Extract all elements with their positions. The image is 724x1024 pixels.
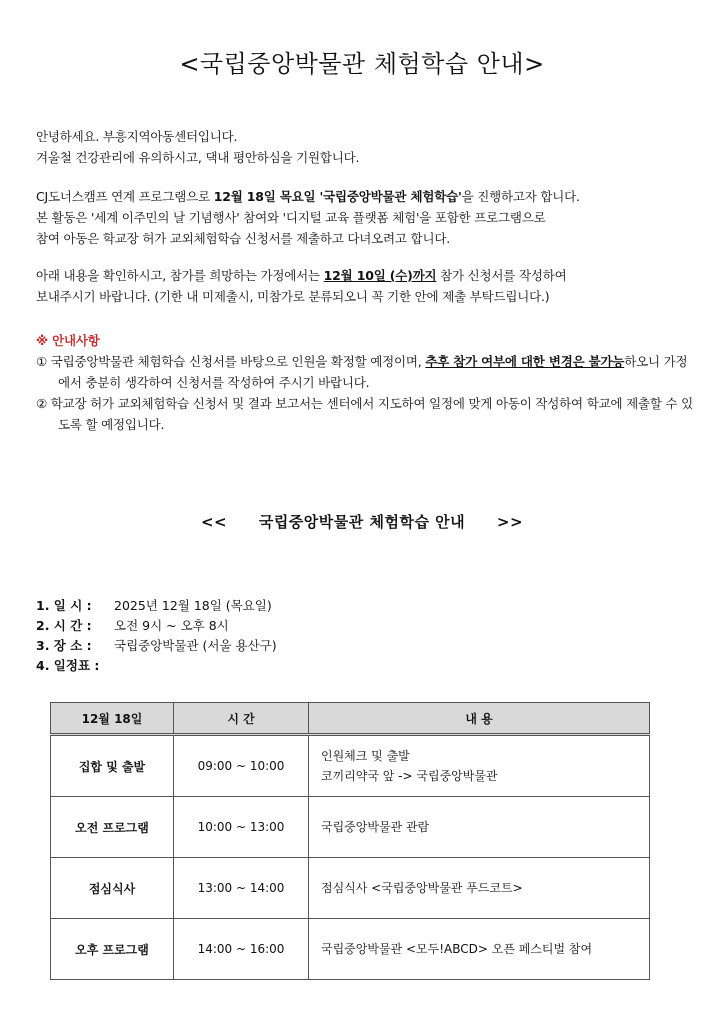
row-name: 점심식사 <box>51 858 174 919</box>
table-row <box>51 919 650 980</box>
table-row <box>51 797 650 858</box>
info-label: 1. 일 시 : <box>36 598 92 613</box>
program-line-2: 본 활동은 '세계 이주민의 날 기념행사' 참여와 '디지털 교육 플랫폼 체험'을 포함한 프로그램으로 <box>36 210 546 225</box>
deadline-text-b: 참가 신청서를 작성하여 <box>436 268 567 283</box>
header-date: 12월 18일 <box>51 703 174 735</box>
info-item-place <box>36 636 277 656</box>
program-text-b: 을 진행하고자 합니다. <box>461 189 580 204</box>
info-list <box>36 596 277 676</box>
intro-paragraph <box>36 126 696 168</box>
notice-item-1-a: ① 국립중앙박물관 체험학습 신청서를 바탕으로 인원을 확정할 예정이며, <box>36 354 426 369</box>
info-value: 오전 9시 ~ 오후 8시 <box>114 618 229 633</box>
info-label: 3. 장 소 : <box>36 638 92 653</box>
page-title: <국립중앙박물관 체험학습 안내> <box>179 50 545 78</box>
intro-line-1: 안녕하세요. 부흥지역아동센터입니다. <box>36 129 238 144</box>
row-name: 집합 및 출발 <box>51 735 174 797</box>
program-text-a: CJ도너스캠프 연계 프로그램으로 <box>36 189 214 204</box>
table-header-row <box>51 703 650 735</box>
info-label: 4. 일정표 : <box>36 658 100 673</box>
notice-section <box>36 330 696 435</box>
row-time: 13:00 ~ 14:00 <box>174 858 309 919</box>
schedule-title-text: 국립중앙박물관 체험학습 안내 <box>258 513 466 531</box>
table-row <box>51 858 650 919</box>
row-content-line-2: 코끼리약국 앞 -> 국립중앙박물관 <box>321 769 498 783</box>
row-time: 14:00 ~ 16:00 <box>174 919 309 980</box>
row-content: 국립중앙박물관 관람 <box>309 797 650 858</box>
info-item-schedule <box>36 656 277 676</box>
row-time: 09:00 ~ 10:00 <box>174 735 309 797</box>
program-line-1 <box>36 186 696 207</box>
row-name: 오후 프로그램 <box>51 919 174 980</box>
header-time: 시 간 <box>174 703 309 735</box>
notice-item-1-b: 하오니 가정에서 충분히 생각하여 신청서를 작성하여 주시기 바랍니다. <box>58 354 688 390</box>
intro-line-2: 겨울철 건강관리에 유의하시고, 댁내 평안하심을 기원합니다. <box>36 150 360 165</box>
schedule-title <box>0 511 724 532</box>
notice-item-1 <box>36 351 696 393</box>
info-value: 국립중앙박물관 (서울 용산구) <box>114 638 277 653</box>
row-time: 10:00 ~ 13:00 <box>174 797 309 858</box>
info-item-date <box>36 596 277 616</box>
schedule-title-left: << <box>200 513 228 531</box>
notice-item-1-bold: 추후 참가 여부에 대한 변경은 불가능 <box>425 354 625 369</box>
notice-heading: ※ 안내사항 <box>36 333 100 348</box>
deadline-line-2: 보내주시기 바랍니다. (기한 내 미제출시, 미참가로 분류되오니 꼭 기한 안에 제출 부탁드립니다.) <box>36 289 550 304</box>
row-content-line-1: 인원체크 및 출발 <box>321 749 410 763</box>
row-content: 국립중앙박물관 <모두!ABCD> 오픈 페스티벌 참여 <box>309 919 650 980</box>
deadline-text-a: 아래 내용을 확인하시고, 참가를 희망하는 가정에서는 <box>36 268 324 283</box>
header-content: 내 용 <box>309 703 650 735</box>
program-date: 12월 18일 목요일 '국립중앙박물관 체험학습' <box>213 189 462 204</box>
program-paragraph <box>36 186 696 249</box>
row-content: 점심식사 <국립중앙박물관 푸드코트> <box>309 858 650 919</box>
schedule-table <box>50 702 650 980</box>
info-label: 2. 시 간 : <box>36 618 92 633</box>
info-value: 2025년 12월 18일 (목요일) <box>114 598 272 613</box>
program-line-3: 참여 아동은 학교장 허가 교외체험학습 신청서를 제출하고 다녀오려고 합니다. <box>36 231 450 246</box>
table-row <box>51 735 650 797</box>
deadline-line-1 <box>36 265 696 286</box>
deadline-date: 12월 10일 (수)까지 <box>323 268 437 283</box>
row-content <box>309 735 650 797</box>
row-name: 오전 프로그램 <box>51 797 174 858</box>
notice-item-2: ② 학교장 허가 교외체험학습 신청서 및 결과 보고서는 센터에서 지도하여 일정에 맞게 아동이 작성하여 학교에 제출할 수 있도록 할 예정입니다. <box>36 396 694 432</box>
info-item-time <box>36 616 277 636</box>
deadline-paragraph <box>36 265 696 307</box>
schedule-title-right: >> <box>496 513 524 531</box>
